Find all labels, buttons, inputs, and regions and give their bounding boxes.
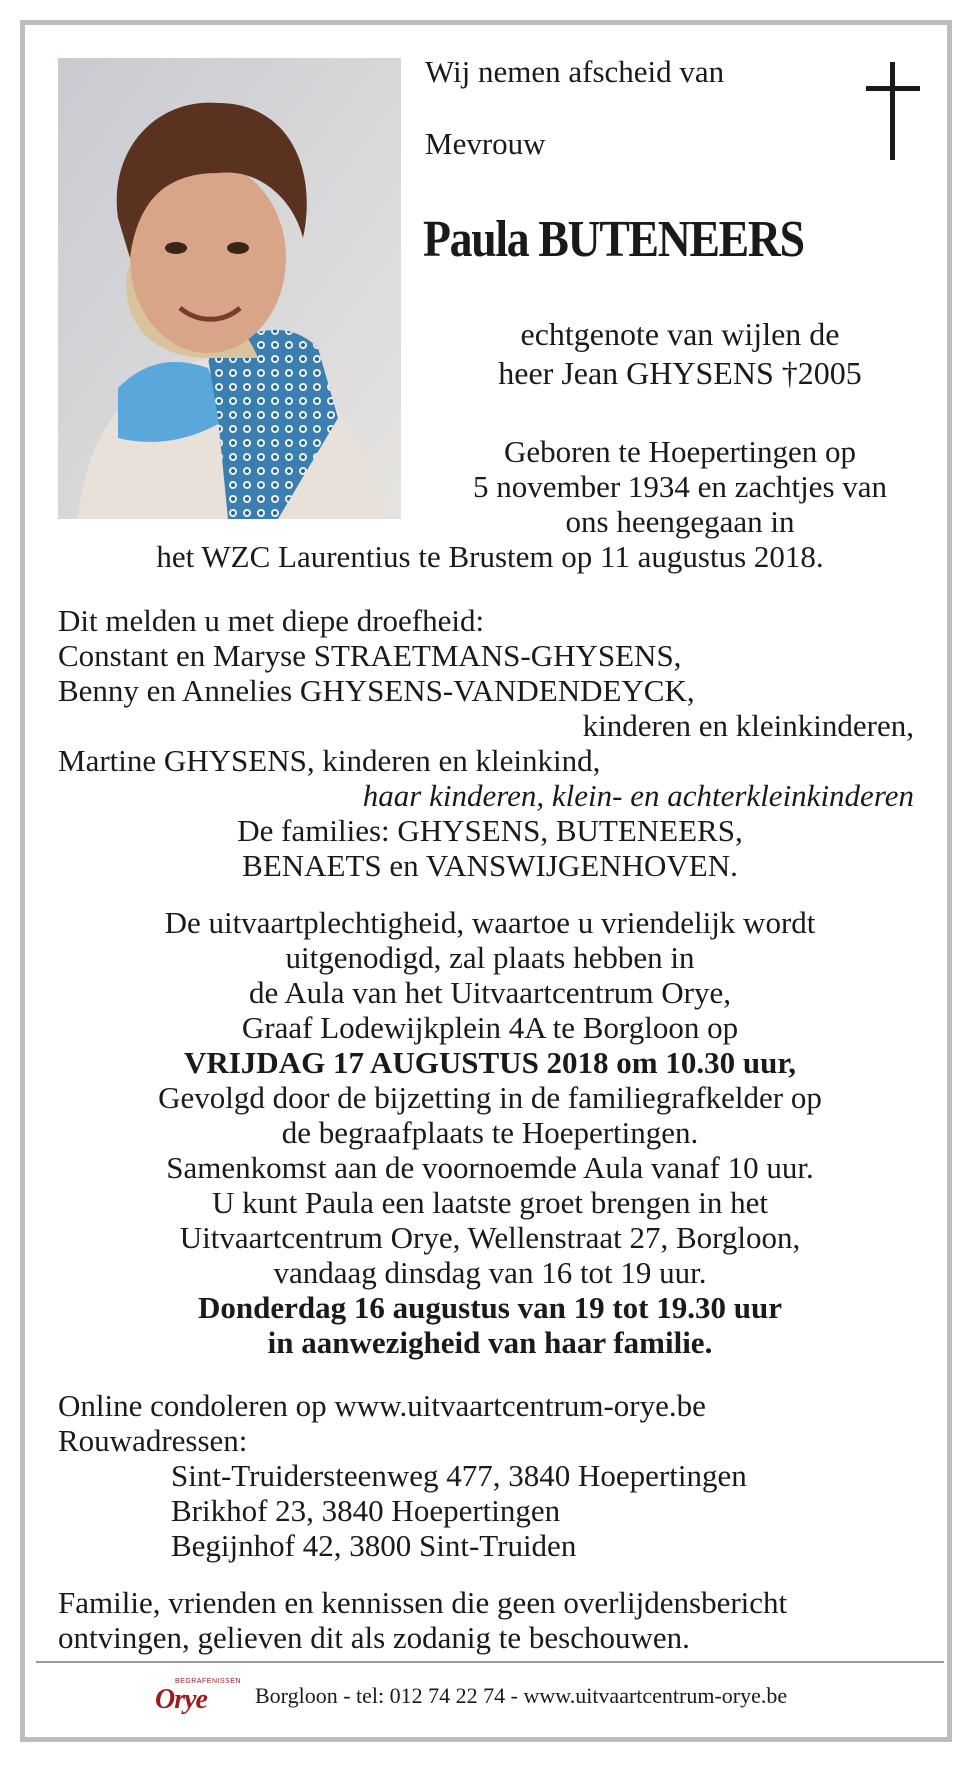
ceremony-line-2: uitgenodigd, zal plaats hebben in xyxy=(285,940,695,975)
address-3: Begijnhof 42, 3800 Sint-Truiden xyxy=(171,1528,577,1563)
family-line-4: Martine GHYSENS, kinderen en kleinkind, xyxy=(58,743,601,778)
family-line-3: kinderen en kleinkinderen, xyxy=(582,708,914,743)
footer-contact: Borgloon - tel: 012 74 22 74 - www.uitvaartcentrum-orye.be xyxy=(255,1683,788,1708)
ceremony-line-4: Graaf Lodewijkplein 4A te Borgloon op xyxy=(241,1010,739,1045)
family-line-6: De families: GHYSENS, BUTENEERS, xyxy=(237,813,743,848)
logo-name: Orye xyxy=(155,1684,207,1715)
ceremony-date: VRIJDAG 17 AUGUSTUS 2018 om 10.30 uur, xyxy=(183,1045,797,1080)
closing-line-1: Familie, vrienden en kennissen die geen overlijdensbericht xyxy=(58,1585,788,1620)
online-condolence: Online condoleren op www.uitvaartcentrum-orye.be xyxy=(58,1388,706,1423)
ceremony-line-6: Gevolgd door de bijzetting in de familiegrafkelder op xyxy=(158,1080,822,1115)
ceremony-line-9: U kunt Paula een laatste groet brengen in het xyxy=(211,1185,769,1220)
orye-logo xyxy=(155,1678,242,1716)
family-line-5: haar kinderen, klein- en achterkleinkinderen xyxy=(362,778,914,813)
family-intro: Dit melden u met diepe droefheid: xyxy=(58,603,485,638)
deceased-name: Paula BUTENEERS xyxy=(423,211,804,268)
birth-line-1: Geboren te Hoepertingen op xyxy=(503,434,857,469)
birth-line-2: 5 november 1934 en zachtjes van xyxy=(472,469,888,504)
birth-line-4: het WZC Laurentius te Brustem op 11 augustus 2018. xyxy=(156,539,824,574)
visitation-bold-1: Donderdag 16 augustus van 19 tot 19.30 uur xyxy=(198,1290,782,1325)
family-line-2: Benny en Annelies GHYSENS-VANDENDEYCK, xyxy=(58,673,695,708)
address-2: Brikhof 23, 3840 Hoepertingen xyxy=(171,1493,561,1528)
logo-subtitle: BEGRAFENISSEN xyxy=(175,1678,242,1685)
portrait-photo xyxy=(58,58,401,519)
salutation: Mevrouw xyxy=(425,126,546,161)
spouse-line-1: echtgenote van wijlen de xyxy=(520,316,840,352)
address-1: Sint-Truidersteenweg 477, 3840 Hoepertingen xyxy=(171,1458,747,1493)
ceremony-line-11: vandaag dinsdag van 16 tot 19 uur. xyxy=(273,1255,707,1290)
intro-text: Wij nemen afscheid van xyxy=(425,54,725,89)
visitation-bold-2: in aanwezigheid van haar familie. xyxy=(267,1325,713,1360)
family-line-1: Constant en Maryse STRAETMANS-GHYSENS, xyxy=(58,638,682,673)
closing-line-2: ontvingen, gelieven dit als zodanig te beschouwen. xyxy=(58,1620,690,1655)
ceremony-line-1: De uitvaartplechtigheid, waartoe u vriendelijk wordt xyxy=(164,905,816,940)
family-line-7: BENAETS en VANSWIJGENHOVEN. xyxy=(242,848,738,883)
birth-line-3: ons heengegaan in xyxy=(565,504,795,539)
addresses-label: Rouwadressen: xyxy=(58,1423,248,1458)
spouse-line-2: heer Jean GHYSENS †2005 xyxy=(498,355,862,391)
cross-icon xyxy=(864,62,924,160)
ceremony-line-3: de Aula van het Uitvaartcentrum Orye, xyxy=(248,975,732,1010)
footer-divider xyxy=(36,1661,944,1663)
ceremony-line-10: Uitvaartcentrum Orye, Wellenstraat 27, Borgloon, xyxy=(179,1220,801,1255)
ceremony-line-8: Samenkomst aan de voornoemde Aula vanaf 10 uur. xyxy=(166,1150,814,1185)
ceremony-line-7: de begraafplaats te Hoepertingen. xyxy=(281,1115,699,1150)
